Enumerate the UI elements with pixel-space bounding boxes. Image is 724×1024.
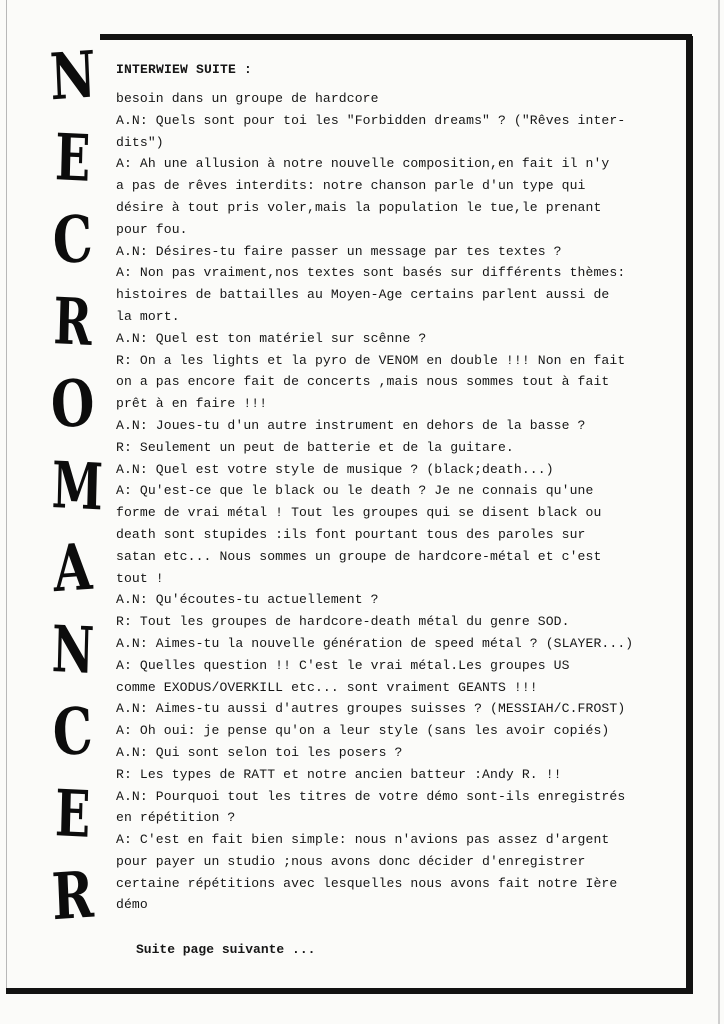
text-line: A.N: Aimes-tu aussi d'autres groupes suisses ? (MESSIAH/C.FROST) bbox=[116, 701, 626, 717]
interview-body bbox=[116, 62, 676, 916]
text-line: A.N: Joues-tu d'un autre instrument en dehors de la basse ? bbox=[116, 417, 586, 433]
logo-letter: C bbox=[51, 693, 93, 772]
text-line: A.N: Pourquoi tout les titres de votre démo sont-ils enregistrés bbox=[116, 788, 626, 804]
text-line: on a pas encore fait de concerts ,mais nous sommes tout à fait bbox=[116, 374, 610, 390]
text-line: R: On a les lights et la pyro de VENOM en double !!! Non en fait bbox=[116, 352, 626, 368]
text-line: satan etc... Nous sommes un groupe de hardcore-métal et c'est bbox=[116, 548, 602, 564]
text-line: A: Ah une allusion à notre nouvelle composition,en fait il n'y bbox=[116, 156, 610, 172]
text-line: pour payer un studio ;nous avons donc décider d'enregistrer bbox=[116, 853, 586, 869]
logo-letter: E bbox=[54, 776, 90, 853]
logo-letter: A bbox=[51, 529, 93, 608]
frame-bottom-border bbox=[6, 988, 693, 994]
text-line: a pas de rêves interdits: notre chanson parle d'un type qui bbox=[116, 178, 586, 194]
band-logo-vertical bbox=[44, 36, 103, 936]
logo-letter: E bbox=[54, 120, 90, 197]
text-line: A.N: Quel est votre style de musique ? (black;death...) bbox=[116, 461, 554, 477]
text-line: A: Qu'est-ce que le black ou le death ? Je ne connais qu'une bbox=[116, 483, 594, 499]
text-line: comme EXODUS/OVERKILL etc... sont vraiment GEANTS !!! bbox=[116, 679, 538, 695]
text-line: R: Les types de RATT et notre ancien batteur :Andy R. !! bbox=[116, 766, 562, 782]
text-line: prêt à en faire !!! bbox=[116, 396, 268, 412]
text-line: R: Tout les groupes de hardcore-death métal du genre SOD. bbox=[116, 614, 570, 630]
logo-letter: N bbox=[48, 37, 96, 116]
text-line: pour fou. bbox=[116, 221, 188, 237]
text-line: A.N: Qu'écoutes-tu actuellement ? bbox=[116, 592, 379, 608]
text-line: A.N: Quel est ton matériel sur scênne ? bbox=[116, 330, 427, 346]
logo-letter: R bbox=[52, 284, 92, 361]
text-line: A: Non pas vraiment,nos textes sont basés sur différents thèmes: bbox=[116, 265, 626, 281]
text-line: en répétition ? bbox=[116, 810, 236, 826]
text-line: A.N: Aimes-tu la nouvelle génération de speed métal ? (SLAYER...) bbox=[116, 635, 634, 651]
page-edge-right bbox=[718, 0, 720, 1024]
logo-letter: C bbox=[51, 201, 93, 280]
logo-letter: N bbox=[50, 612, 94, 689]
text-line: A: Oh oui: je pense qu'on a leur style (sans les avoir copiés) bbox=[116, 723, 610, 739]
text-line: besoin dans un groupe de hardcore bbox=[116, 91, 379, 106]
text-line: A: Quelles question !! C'est le vrai métal.Les groupes US bbox=[116, 657, 570, 673]
logo-letter: R bbox=[50, 857, 94, 936]
text-line: A.N: Qui sont selon toi les posers ? bbox=[116, 744, 403, 760]
page-title: INTERWIEW SUITE : bbox=[116, 62, 253, 77]
text-line: la mort. bbox=[116, 308, 180, 324]
logo-letter: O bbox=[49, 365, 95, 444]
text-line: R: Seulement un peut de batterie et de la guitare. bbox=[116, 439, 514, 455]
text-line: histoires de battailles au Moyen-Age certains parlent aussi de bbox=[116, 287, 610, 303]
text-line: death sont stupides :ils font pourtant tous des paroles sur bbox=[116, 526, 586, 542]
text-line: désire à tout pris voler,mais la population le tue,le prenant bbox=[116, 199, 602, 215]
text-line: certaine répétitions avec lesquelles nous avons fait notre Ière bbox=[116, 875, 618, 891]
continued-note: Suite page suivante ... bbox=[136, 942, 316, 957]
text-line: forme de vrai métal ! Tout les groupes qui se disent black ou bbox=[116, 505, 602, 521]
logo-letter: M bbox=[50, 448, 103, 526]
text-line: démo bbox=[116, 897, 148, 913]
interview-text bbox=[116, 88, 676, 916]
text-line: A.N: Désires-tu faire passer un message par tes textes ? bbox=[116, 243, 562, 259]
frame-right-border bbox=[686, 36, 693, 992]
text-line: dits") bbox=[116, 134, 164, 150]
text-line: tout ! bbox=[116, 570, 164, 586]
text-line: A: C'est en fait bien simple: nous n'avions pas assez d'argent bbox=[116, 832, 610, 848]
frame-top-border bbox=[100, 34, 692, 40]
text-line: A.N: Quels sont pour toi les "Forbidden dreams" ? ("Rêves inter- bbox=[116, 112, 626, 128]
page-edge-left bbox=[6, 0, 7, 994]
